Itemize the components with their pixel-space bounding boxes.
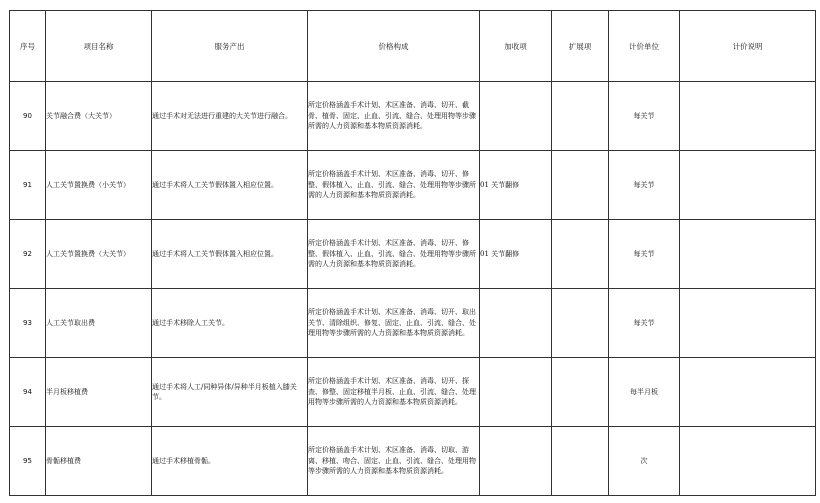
cell-name: 人工关节置换费（小关节） <box>46 151 152 220</box>
cell-ext <box>552 220 609 289</box>
header-output: 服务产出 <box>152 11 308 82</box>
cell-ext <box>552 358 609 427</box>
cell-seq: 94 <box>10 358 46 427</box>
cell-output: 通过手术将人工/同种异体/异种半月板植入膝关节。 <box>152 358 308 427</box>
cell-output: 通过手术移除人工关节。 <box>152 289 308 358</box>
cell-price: 所定价格涵盖手术计划、术区准备、消毒、切取、游离、移植、吻合、固定、止血、引流、缝合、处理用物等步骤所需的人力资源和基本物质资源消耗。 <box>308 427 480 496</box>
cell-price: 所定价格涵盖手术计划、术区准备、消毒、切开、修整、假体植入、止血、引流、缝合、处理用物等步骤所需的人力资源和基本物质资源消耗。 <box>308 151 480 220</box>
cell-seq: 95 <box>10 427 46 496</box>
header-row <box>10 11 816 82</box>
header-price: 价格构成 <box>308 11 480 82</box>
cell-ext <box>552 151 609 220</box>
cell-output: 通过手术对无法进行重建的大关节进行融合。 <box>152 82 308 151</box>
cell-extra <box>480 289 552 358</box>
cell-extra: 01 关节翻修 <box>480 220 552 289</box>
table-row <box>10 82 816 151</box>
cell-name: 骨骺移植费 <box>46 427 152 496</box>
cell-extra <box>480 82 552 151</box>
cell-extra <box>480 358 552 427</box>
table-row <box>10 289 816 358</box>
cell-note <box>680 220 816 289</box>
cell-seq: 93 <box>10 289 46 358</box>
header-name: 项目名称 <box>46 11 152 82</box>
cell-note <box>680 82 816 151</box>
cell-note <box>680 289 816 358</box>
pricing-table <box>9 10 816 496</box>
cell-output: 通过手术将人工关节假体置入相应位置。 <box>152 151 308 220</box>
cell-price: 所定价格涵盖手术计划、术区准备、消毒、切开、取出关节、清除组织、修复、固定、止血、引流、缝合、处理用物等步骤所需的人力资源和基本物质资源消耗。 <box>308 289 480 358</box>
cell-extra: 01 关节翻修 <box>480 151 552 220</box>
cell-name: 半月板移植费 <box>46 358 152 427</box>
table-row <box>10 151 816 220</box>
cell-ext <box>552 289 609 358</box>
cell-name: 人工关节取出费 <box>46 289 152 358</box>
cell-extra <box>480 427 552 496</box>
cell-unit: 次 <box>609 427 680 496</box>
cell-price: 所定价格涵盖手术计划、术区准备、消毒、切开、截骨、植骨、固定、止血、引流、缝合、处理用物等步骤所需的人力资源和基本物质资源消耗。 <box>308 82 480 151</box>
cell-output: 通过手术将人工关节假体置入相应位置。 <box>152 220 308 289</box>
table-row <box>10 358 816 427</box>
cell-seq: 92 <box>10 220 46 289</box>
cell-name: 人工关节置换费（大关节） <box>46 220 152 289</box>
cell-output: 通过手术移植骨骺。 <box>152 427 308 496</box>
header-note: 计价说明 <box>680 11 816 82</box>
cell-note <box>680 358 816 427</box>
cell-name: 关节融合费（大关节） <box>46 82 152 151</box>
cell-seq: 91 <box>10 151 46 220</box>
cell-price: 所定价格涵盖手术计划、术区准备、消毒、切开、探查、修整、固定移植半月板、止血、引流、缝合、处理用物等步骤所需的人力资源和基本物质资源消耗。 <box>308 358 480 427</box>
header-extra: 加收项 <box>480 11 552 82</box>
cell-unit: 每关节 <box>609 220 680 289</box>
cell-unit: 每半月板 <box>609 358 680 427</box>
table-row <box>10 427 816 496</box>
cell-unit: 每关节 <box>609 82 680 151</box>
cell-price: 所定价格涵盖手术计划、术区准备、消毒、切开、修整、假体植入、止血、引流、缝合、处理用物等步骤所需的人力资源和基本物质资源消耗。 <box>308 220 480 289</box>
cell-unit: 每关节 <box>609 289 680 358</box>
header-unit: 计价单位 <box>609 11 680 82</box>
cell-note <box>680 151 816 220</box>
cell-unit: 每关节 <box>609 151 680 220</box>
cell-note <box>680 427 816 496</box>
cell-seq: 90 <box>10 82 46 151</box>
cell-ext <box>552 427 609 496</box>
header-ext: 扩展项 <box>552 11 609 82</box>
header-seq: 序号 <box>10 11 46 82</box>
table-row <box>10 220 816 289</box>
cell-ext <box>552 82 609 151</box>
